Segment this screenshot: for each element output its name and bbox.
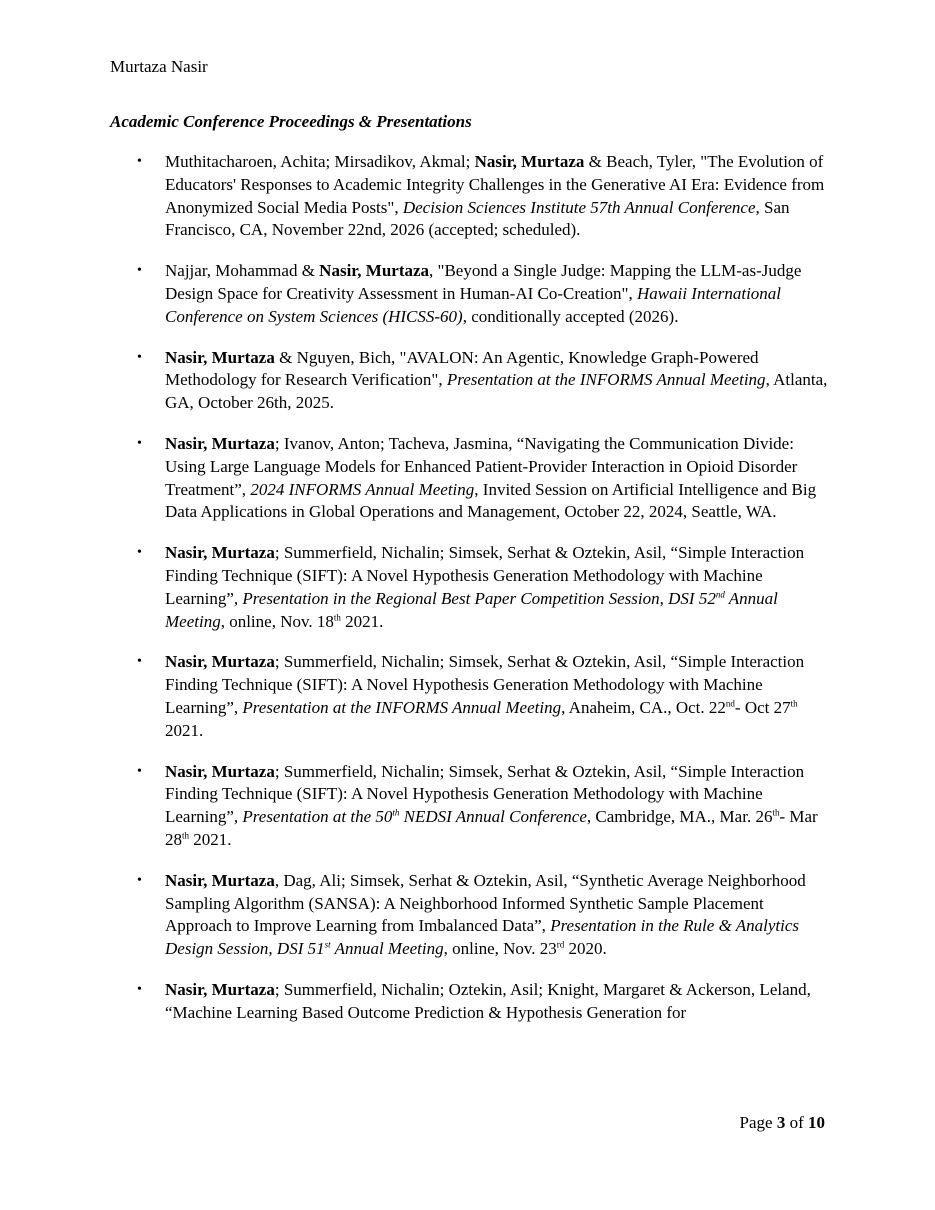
author-highlight: Nasir, Murtaza xyxy=(165,761,275,781)
venue-text: Presentation at the INFORMS Annual Meeting xyxy=(446,370,766,390)
publication-item xyxy=(137,870,830,961)
venue-text: Presentation in the Regional Best Paper Competition Session, DSI 52 xyxy=(242,588,716,608)
citation-text: , "Beyond a Single Judge: Mapping the LLM-as-Judge Design Space for Creativity Assessment in Human-AI Co-Creation", xyxy=(165,261,802,303)
citation-text: 2021. xyxy=(165,720,204,740)
bullet-icon: • xyxy=(137,435,142,451)
citation-text: 2020. xyxy=(564,939,607,959)
ordinal-suffix: nd xyxy=(715,589,725,600)
citation-text: 2021. xyxy=(189,829,232,849)
citation-text: , Anaheim, CA., Oct. 22 xyxy=(561,697,726,717)
ordinal-suffix: th xyxy=(392,807,400,818)
publication-list xyxy=(137,151,830,1043)
publication-item xyxy=(137,347,830,415)
ordinal-suffix: th xyxy=(182,830,190,841)
section-title: Academic Conference Proceedings & Presentations xyxy=(110,112,472,131)
citation-text: - Mar 28 xyxy=(165,807,818,849)
citation-text: - Oct 27 xyxy=(734,697,791,717)
header-author-name: Murtaza Nasir xyxy=(110,57,208,76)
citation-text: , online, Nov. 18 xyxy=(220,611,334,631)
citation-text: , Atlanta, GA, October 26th, 2025. xyxy=(165,370,828,413)
publication-item xyxy=(137,260,830,328)
of-word: of xyxy=(789,1113,804,1132)
author-highlight: Nasir, Murtaza xyxy=(165,652,275,672)
citation-text: Muthitacharoen, Achita; Mirsadikov, Akmal; xyxy=(165,152,475,171)
ordinal-suffix: th xyxy=(333,611,341,622)
ordinal-suffix: th xyxy=(772,807,780,818)
bullet-icon: • xyxy=(137,654,142,670)
author-highlight: Nasir, Murtaza xyxy=(319,261,430,281)
citation-text: & Nguyen, Bich, "AVALON: An Agentic, Knowledge Graph-Powered Methodology for Research Verification", xyxy=(165,347,759,390)
author-highlight: Nasir, Murtaza xyxy=(165,433,275,453)
venue-text: Annual Meeting xyxy=(330,939,444,959)
page-word: Page xyxy=(739,1113,773,1132)
citation-text: Najjar, Mohammad & xyxy=(165,261,320,281)
bullet-icon: • xyxy=(137,981,142,997)
author-highlight: Nasir, Murtaza xyxy=(165,979,275,999)
publication-item xyxy=(137,542,830,633)
venue-text: Annual Meeting xyxy=(165,588,778,631)
citation-text: ; Summerfield, Nichalin; Simsek, Serhat & Oztekin, Asil, “Simple Interaction Finding Technique (SIFT): A Novel Hypothesis Generation Methodology with Machine Learning”, xyxy=(165,652,805,717)
author-highlight: Nasir, Murtaza xyxy=(474,152,585,171)
venue-text: NEDSI Annual Conference xyxy=(399,807,587,827)
bullet-icon: • xyxy=(137,154,142,169)
bullet-icon: • xyxy=(137,263,142,279)
citation-text: , Invited Session on Artificial Intelligence and Big Data Applications in Global Operations and Management, October 22, 2024, Seattle, WA. xyxy=(165,479,817,522)
publication-item xyxy=(137,979,830,1025)
bullet-icon: • xyxy=(137,872,142,888)
citation-text: , San Francisco, CA, November 22nd, 2026 (accepted; scheduled). xyxy=(165,197,790,240)
citation-text: & Beach, Tyler, "The Evolution of Educators' Responses to Academic Integrity Challenges in the Generative AI Era: Evidence from Anonymized Social Media Posts", xyxy=(165,152,825,217)
citation-text: ; Summerfield, Nichalin; Simsek, Serhat & Oztekin, Asil, “Simple Interaction Finding Technique (SIFT): A Novel Hypothesis Generation Methodology with Machine Learning”, xyxy=(165,761,805,827)
publication-item xyxy=(137,761,830,852)
page-footer xyxy=(740,1112,825,1134)
venue-text: Presentation at the INFORMS Annual Meeting xyxy=(242,697,562,717)
ordinal-suffix: nd xyxy=(725,698,735,709)
ordinal-suffix: st xyxy=(324,939,331,950)
citation-text: , online, Nov. 23 xyxy=(443,939,557,959)
ordinal-suffix: th xyxy=(790,698,798,709)
venue-text: Hawaii International Conference on System Sciences (HICSS-60) xyxy=(165,283,782,326)
citation-text: , Dag, Ali; Simsek, Serhat & Oztekin, Asil, “Synthetic Average Neighborhood Sampling Algorithm (SANSA): A Neighborhood Informed Synthetic Sample Placement Approach to Improve Learning from Imbalanced Data”, xyxy=(165,870,806,936)
ordinal-suffix: rd xyxy=(556,939,565,950)
current-page-number: 3 xyxy=(776,1113,786,1132)
venue-text: Presentation at the 50 xyxy=(242,807,393,827)
author-highlight: Nasir, Murtaza xyxy=(165,543,275,563)
publication-item xyxy=(137,151,830,242)
venue-text: 2024 INFORMS Annual Meeting xyxy=(250,479,475,499)
venue-text: Decision Sciences Institute 57th Annual Conference xyxy=(402,197,756,217)
citation-text: ; Summerfield, Nichalin; Oztekin, Asil; Knight, Margaret & Ackerson, Leland, “Machine Learning Based Outcome Prediction & Hypothesis Generation for xyxy=(165,979,811,1022)
citation-text: ; Summerfield, Nichalin; Simsek, Serhat & Oztekin, Asil, “Simple Interaction Finding Technique (SIFT): A Novel Hypothesis Generation Methodology with Machine Learning”, xyxy=(165,543,805,608)
citation-text: 2021. xyxy=(340,611,384,631)
bullet-icon: • xyxy=(137,545,142,561)
venue-text: Presentation in the Rule & Analytics Design Session, DSI 51 xyxy=(165,916,800,959)
publication-item xyxy=(137,433,830,524)
total-page-number: 10 xyxy=(808,1113,825,1132)
citation-text: , conditionally accepted (2026). xyxy=(462,306,679,326)
bullet-icon: • xyxy=(137,349,142,365)
bullet-icon: • xyxy=(137,763,142,779)
citation-text: , Cambridge, MA., Mar. 26 xyxy=(586,807,773,827)
author-highlight: Nasir, Murtaza xyxy=(165,870,275,890)
author-highlight: Nasir, Murtaza xyxy=(165,347,275,367)
citation-text: ; Ivanov, Anton; Tacheva, Jasmina, “Navigating the Communication Divide: Using Large Language Models for Enhanced Patient-Provider Interaction in Opioid Disorder Treatment”, xyxy=(165,433,798,499)
publication-item xyxy=(137,651,830,742)
